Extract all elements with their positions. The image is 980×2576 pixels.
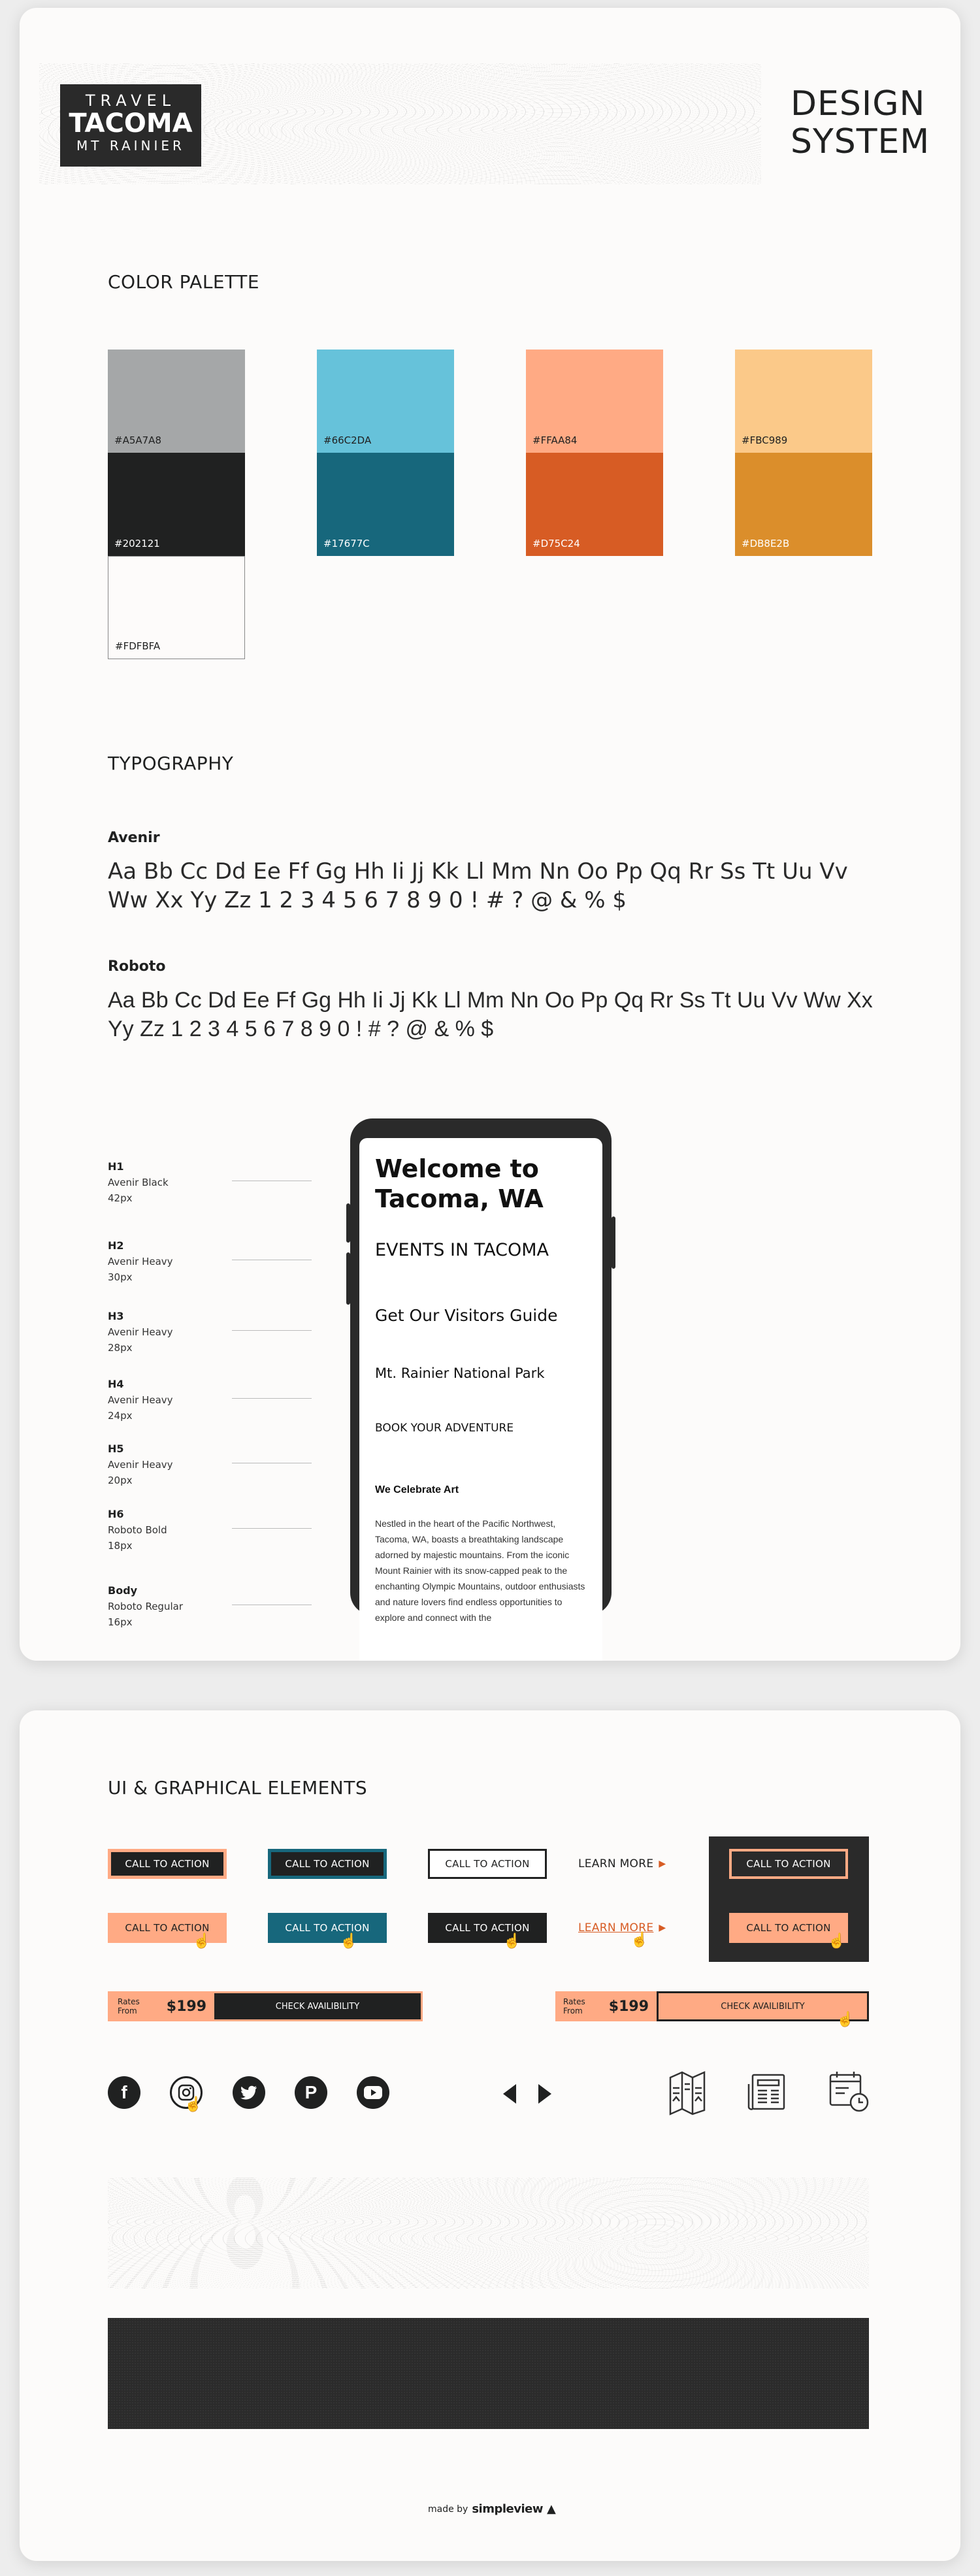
spec-tag: Body xyxy=(108,1584,138,1597)
font-name-avenir: Avenir xyxy=(108,830,160,846)
logo-line-tacoma: TACOMA xyxy=(69,108,193,139)
spec-h3 xyxy=(108,1309,173,1356)
hand-cursor-icon: ☝ xyxy=(184,2096,203,2112)
phone-screen xyxy=(359,1138,602,1661)
rates-price-block xyxy=(555,1991,657,2021)
caret-right-icon: ▶ xyxy=(659,1923,666,1933)
calendar-clock-icon xyxy=(828,2070,870,2116)
spec-size: 42px xyxy=(108,1192,133,1204)
font-name-roboto: Roboto xyxy=(108,958,166,975)
swatch-label: #66C2DA xyxy=(323,434,372,446)
spec-h5 xyxy=(108,1441,173,1488)
spec-h4 xyxy=(108,1377,173,1424)
spec-tag: H5 xyxy=(108,1443,124,1455)
topographic-pattern-band xyxy=(108,2177,869,2289)
cta-button-teal-hover[interactable]: CALL TO ACTION xyxy=(268,1913,387,1943)
swatch-label: #202121 xyxy=(114,538,160,549)
spec-size: 20px xyxy=(108,1475,133,1486)
learn-more-link[interactable] xyxy=(578,1849,676,1879)
brochure-icon xyxy=(666,2068,708,2119)
sample-body: Nestled in the heart of the Pacific Northwest, Tacoma, WA, boasts a breathtaking landscape adorned by majestic mountains. From the iconic Mount Rainier with its snow-capped peak to the enchanting Olympic Mountains, outdoor enthusiasts and nature lovers find endless opportunities to explore and connect with the xyxy=(375,1518,585,1623)
swatch-17677c xyxy=(317,453,454,556)
hand-cursor-icon: ☝ xyxy=(340,1932,358,1949)
spec-divider xyxy=(232,1398,312,1399)
swatch-label: #DB8E2B xyxy=(742,538,790,549)
swatch-d75c24 xyxy=(526,453,663,556)
sample-h6: We Celebrate Art xyxy=(375,1484,459,1495)
phone-side-button xyxy=(346,1252,350,1305)
design-system-card xyxy=(20,8,960,1661)
swatch-a5a7a8 xyxy=(108,350,245,453)
swatch-db8e2b xyxy=(735,453,872,556)
dark-texture-band xyxy=(108,2318,869,2429)
spec-size: 30px xyxy=(108,1271,133,1283)
swatch-ffaa84 xyxy=(526,350,663,453)
spec-font: Roboto Bold xyxy=(108,1524,167,1536)
twitter-glyph xyxy=(240,2085,257,2100)
travel-tacoma-logo xyxy=(60,84,201,167)
learn-more-label: LEARN MORE xyxy=(578,1857,654,1870)
ui-elements-card xyxy=(20,1710,960,2561)
twitter-icon[interactable] xyxy=(233,2076,265,2109)
hand-cursor-icon: ☝ xyxy=(828,1932,846,1949)
facebook-icon[interactable]: f xyxy=(108,2076,140,2109)
youtube-icon[interactable] xyxy=(357,2076,389,2109)
phone-side-button xyxy=(346,1203,350,1243)
simpleview-logo-icon: ▲ xyxy=(547,2502,556,2516)
learn-more-label: LEARN MORE xyxy=(578,1921,654,1934)
hand-cursor-icon: ☝ xyxy=(193,1932,211,1949)
swatch-label: #D75C24 xyxy=(532,538,580,549)
cta-button-solid-dark[interactable]: CALL TO ACTION xyxy=(428,1913,547,1943)
sample-h5: BOOK YOUR ADVENTURE xyxy=(375,1422,514,1435)
arrow-left-icon[interactable] xyxy=(502,2083,517,2108)
cta-button-dark-accent[interactable]: CALL TO ACTION xyxy=(108,1849,227,1879)
rates-price-block xyxy=(110,1993,214,2019)
sample-h2: EVENTS IN TACOMA xyxy=(375,1240,549,1260)
check-availability-label: CHECK AVAILIBILITY xyxy=(721,2001,805,2012)
check-availability-button[interactable] xyxy=(214,1993,421,2019)
footer-credit xyxy=(428,2502,556,2516)
spec-tag: H3 xyxy=(108,1310,124,1322)
rates-from-label: Rates From xyxy=(563,1997,585,2015)
newspaper-icon xyxy=(747,2071,789,2116)
spec-tag: H2 xyxy=(108,1239,124,1252)
avenir-glyph-sample: Aa Bb Cc Dd Ee Ff Gg Hh Ii Jj Kk Ll Mm Nn Oo Pp Qq Rr Ss Tt Uu Vv Ww Xx Yy Zz 1 2 3 4 5 6 7 8 9 0 ! # ? @ & % $ xyxy=(108,858,848,913)
swatch-fdfbfa xyxy=(108,556,245,659)
logo-line-travel: TRAVEL xyxy=(85,91,176,110)
spec-tag: H1 xyxy=(108,1160,124,1173)
sample-h1: Welcome to Tacoma, WA xyxy=(375,1154,544,1213)
rates-widget-hover[interactable] xyxy=(555,1991,869,2021)
spec-h2 xyxy=(108,1238,173,1285)
spec-tag: H4 xyxy=(108,1378,124,1390)
spec-size: 18px xyxy=(108,1540,133,1552)
spec-size: 16px xyxy=(108,1616,133,1628)
rates-price: $199 xyxy=(166,1998,206,2015)
swatch-66c2da xyxy=(317,350,454,453)
spec-font: Avenir Heavy xyxy=(108,1459,173,1471)
learn-more-link-hover[interactable] xyxy=(578,1913,676,1943)
swatch-202121 xyxy=(108,453,245,556)
phone-side-button xyxy=(612,1216,615,1269)
swatch-label: #FDFBFA xyxy=(115,640,161,652)
spec-font: Avenir Heavy xyxy=(108,1326,173,1338)
spec-divider xyxy=(232,1528,312,1529)
spec-size: 28px xyxy=(108,1342,133,1354)
cta-button-dark-teal[interactable]: CALL TO ACTION xyxy=(268,1849,387,1879)
swatch-label: #17677C xyxy=(323,538,370,549)
caret-right-icon: ▶ xyxy=(659,1859,666,1869)
hand-cursor-icon: ☝ xyxy=(503,1932,521,1949)
swatch-fbc989 xyxy=(735,350,872,453)
pinterest-icon[interactable]: P xyxy=(295,2076,327,2109)
hand-cursor-icon: ☝ xyxy=(630,1931,649,1948)
sample-h4: Mt. Rainier National Park xyxy=(375,1365,545,1381)
spec-h1 xyxy=(108,1159,169,1206)
rates-price: $199 xyxy=(608,1998,649,2015)
simpleview-brand: simpleview xyxy=(472,2502,543,2516)
youtube-glyph xyxy=(364,2086,382,2099)
check-availability-label: CHECK AVAILIBILITY xyxy=(275,2001,360,2012)
arrow-right-icon[interactable] xyxy=(537,2083,553,2108)
spec-tag: H6 xyxy=(108,1508,124,1520)
typography-heading: TYPOGRAPHY xyxy=(108,753,234,774)
rates-widget[interactable] xyxy=(108,1991,423,2021)
page-title: DESIGN SYSTEM xyxy=(791,84,930,161)
swatch-label: #FBC989 xyxy=(742,434,788,446)
swatch-label: #A5A7A8 xyxy=(114,434,161,446)
color-palette-heading: COLOR PALETTE xyxy=(108,271,260,293)
swatch-label: #FFAA84 xyxy=(532,434,578,446)
cta-button-on-dark-hover[interactable]: CALL TO ACTION xyxy=(729,1913,848,1943)
spec-font: Roboto Regular xyxy=(108,1601,183,1612)
roboto-glyph-sample: Aa Bb Cc Dd Ee Ff Gg Hh Ii Jj Kk Ll Mm Nn Oo Pp Qq Rr Ss Tt Uu Vv Ww Xx Yy Zz 1 2 3 4 5 6 7 8 9 0 ! # ? @ & % $ xyxy=(108,988,873,1041)
sample-h3: Get Our Visitors Guide xyxy=(375,1306,558,1325)
logo-line-mt-rainier: MT RAINIER xyxy=(76,138,185,154)
spec-font: Avenir Heavy xyxy=(108,1394,173,1406)
cta-button-outline[interactable]: CALL TO ACTION xyxy=(428,1849,547,1879)
made-by-label: made by xyxy=(428,2503,468,2515)
spec-divider xyxy=(232,1330,312,1331)
spec-h6 xyxy=(108,1507,167,1554)
ui-elements-heading: UI & GRAPHICAL ELEMENTS xyxy=(108,1777,368,1799)
spec-font: Avenir Heavy xyxy=(108,1256,173,1267)
hand-cursor-icon: ☝ xyxy=(836,2011,855,2027)
rates-from-label: Rates From xyxy=(118,1997,140,2015)
spec-body xyxy=(108,1583,183,1630)
cta-button-accent-hover[interactable]: CALL TO ACTION xyxy=(108,1913,227,1943)
spec-size: 24px xyxy=(108,1410,133,1422)
spec-font: Avenir Black xyxy=(108,1177,169,1188)
cta-button-on-dark[interactable]: CALL TO ACTION xyxy=(729,1849,848,1879)
